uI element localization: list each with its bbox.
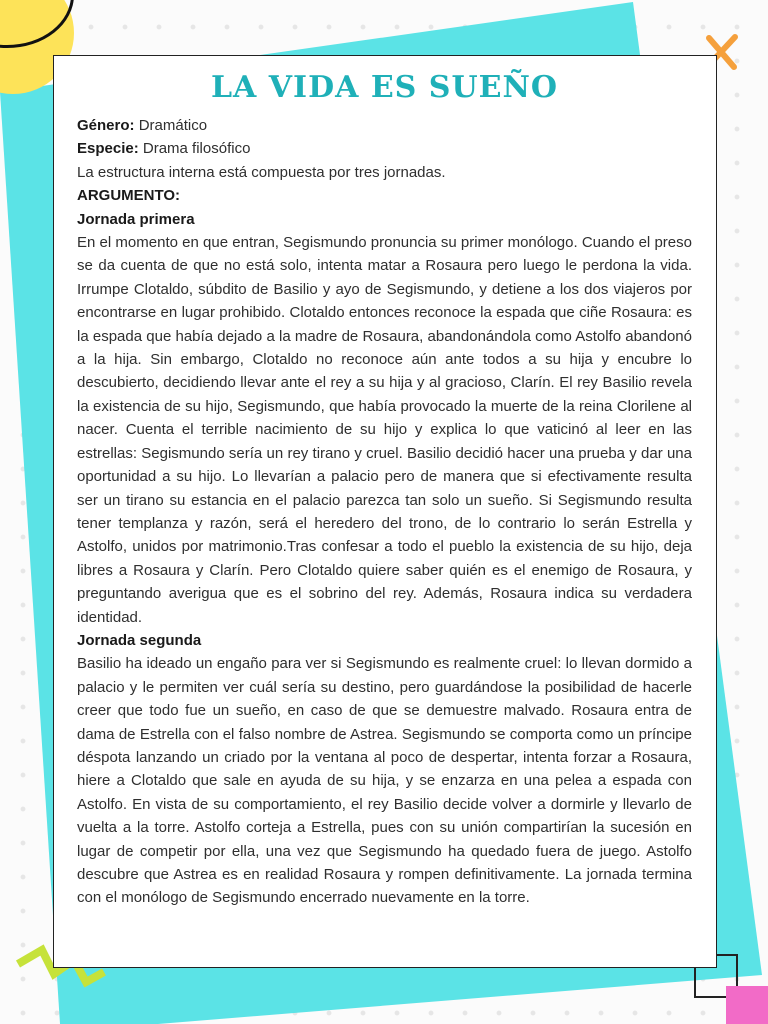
- jornada-primera-text: En el momento en que entran, Segismundo pronuncia su primer monólogo. Cuando el preso se da cuenta de que no está solo, intenta matar a Rosaura pero luego le perdona la vida. Irrumpe Clotaldo, súbdito de Basilio y ayo de Segismundo, y detiene a los dos viajeros por encontrarse en lugar prohibido. Clotaldo entonces reconoce la espada que ciñe Rosaura: es la espada que había dejado a la madre de Rosaura, abandonándola como Astolfo abandonó a la hija. Sin embargo, Clotaldo no reconoce aún ante todos a su hija y encubre lo descubierto, decidiendo llevar ante el rey a su hija y al gracioso, Clarín. El rey Basilio revela la existencia de su hijo, Segismundo, que había provocado la muerte de la reina Clorilene al nacer. Cuenta el terrible nacimiento de su hijo y explica lo que vaticinó al leer en las estrellas: Segismundo sería un rey tirano y cruel. Basilio decidió hacer una prueba y dar una oportunidad a su hijo. Lo llevarían a palacio pero de manera que si efectivamente resulta ser un tirano su estancia en el palacio parezca tan solo un sueño. Si Segismundo resulta tener templanza y razón, será el heredero del trono, de lo contrario lo serán Estrella y Astolfo, unidos por matrimonio.Tras confesar a todo el pueblo la existencia de su hijo, deja libres a Rosaura y Clarín. Pero Clotaldo quiere saber quién es el enemigo de Rosaura, y preguntando averigua que es el sobrino del rey. Además, Rosaura indica su verdadera identidad.: [77, 234, 692, 626]
- genero-value: Dramático: [138, 117, 208, 134]
- genero-label: Género:: [77, 117, 135, 134]
- genero-line: [77, 114, 692, 137]
- intro-text: La estructura interna está compuesta por tres jornadas.: [77, 163, 446, 181]
- jornada-segunda-heading: Jornada segunda: [77, 631, 202, 649]
- argumento-heading: ARGUMENTO:: [77, 187, 181, 205]
- jornada-segunda-text: Basilio ha ideado un engaño para ver si Segismundo es realmente cruel: lo llevan dormido a palacio y le permiten ver cuál sería su destino, pero guardándose la posibilidad de hacerle creer que todo fue un sueño, en caso de que se demuestre malvado. Rosaura entra de dama de Estrella con el falso nombre de Astrea. Segismundo se comporta como un príncipe déspota lanzando un criado por la ventana al poco de despertar, intenta forzar a Rosaura, hiere a Clotaldo que sale en ayuda de su hija, y se enzarza en una pelea a espada con Astolfo. En vista de su comportamiento, el rey Basilio decide volver a dormirle y llevarlo de vuelta a la torre. Astolfo corteja a Estrella, pues con su unión compartirían la sucesión en lugar de competir por ella, una vez que Segismundo ha quedado fuera de juego. Astolfo descubre que Astrea es en realidad Rosaura y rompen definitivamente. La jornada termina con el monólogo de Segismundo encerrado nuevamente en la torre.: [77, 655, 692, 907]
- jornada-primera-heading: Jornada primera: [77, 210, 195, 228]
- especie-value: Drama filosófico: [142, 140, 251, 158]
- especie-line: [77, 137, 692, 160]
- especie-label: Especie:: [77, 140, 139, 158]
- pink-square-decoration: [726, 986, 768, 1024]
- page-title: LA VIDA ES SUEÑO: [210, 70, 559, 105]
- document-card: [53, 55, 717, 968]
